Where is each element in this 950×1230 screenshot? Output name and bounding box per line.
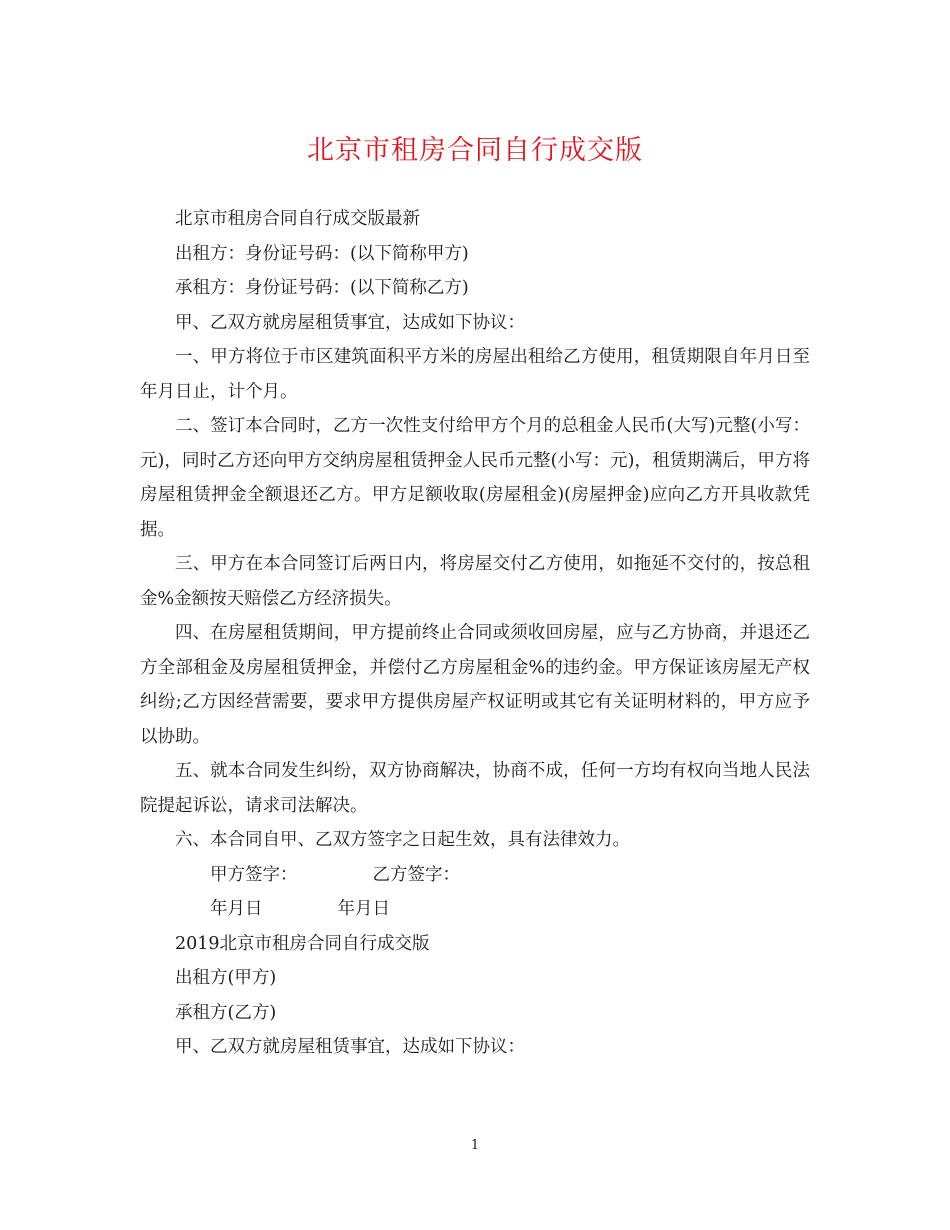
page-number: 1 [470, 1138, 480, 1153]
second-title-paragraph: 2019北京市租房合同自行成交版 [175, 933, 430, 954]
signature-line [140, 858, 810, 893]
party-b-signature-label: 乙方签字： [372, 864, 460, 885]
clause-1-paragraph: 一、甲方将位于市区建筑面积平方米的房屋出租给乙方使用，租赁期限自年月日至年月日止，计个月。 [140, 347, 810, 402]
party-a-date: 年月日 [210, 899, 263, 919]
clause-4-paragraph: 四、在房屋租赁期间，甲方提前终止合同或须收回房屋，应与乙方协商，并退还乙方全部租金及房屋租赁押金，并偿付乙方房屋租金%的违约金。甲方保证该房屋无产权纠纷;乙方因经营需要，要求甲方提供房屋产权证明或其它有关证明材料的，甲方应予以协助。 [140, 623, 810, 747]
second-agreement-intro-paragraph: 甲、乙双方就房屋租赁事宜，达成如下协议： [175, 1037, 525, 1057]
agreement-intro-paragraph: 甲、乙双方就房屋租赁事宜，达成如下协议： [175, 312, 525, 333]
party-b-date: 年月日 [337, 899, 390, 919]
clause-2-paragraph: 二、签订本合同时，乙方一次性支付给甲方个月的总租金人民币(大写)元整(小写：元)，同时乙方还向甲方交纳房屋租赁押金人民币元整(小写：元)，租赁期满后，甲方将房屋租赁押金全额退还乙方。甲方足额收取(房屋租金)(房屋押金)应向乙方开具收款凭据。 [140, 416, 810, 540]
second-lessor-paragraph: 出租方(甲方) [175, 968, 277, 988]
clause-5-paragraph: 五、就本合同发生纠纷，双方协商解决，协商不成，任何一方均有权向当地人民法院提起诉讼，请求司法解决。 [140, 761, 810, 816]
clause-3-paragraph: 三、甲方在本合同签订后两日内，将房屋交付乙方使用，如拖延不交付的，按总租金%金额按天赔偿乙方经济损失。 [140, 554, 810, 609]
document-title: 北京市租房合同自行成交版 [307, 135, 643, 166]
clause-6-paragraph: 六、本合同自甲、乙双方签字之日起生效，具有法律效力。 [175, 830, 630, 850]
subtitle-paragraph: 北京市租房合同自行成交版最新 [175, 209, 420, 229]
party-a-signature-label: 甲方签字： [210, 864, 298, 885]
document-body [140, 202, 810, 1065]
lessor-paragraph: 出租方：身份证号码：(以下简称甲方) [175, 243, 469, 264]
second-lessee-paragraph: 承租方(乙方) [175, 1002, 277, 1023]
lessee-paragraph: 承租方：身份证号码：(以下简称乙方) [175, 278, 469, 298]
date-line [140, 892, 810, 927]
